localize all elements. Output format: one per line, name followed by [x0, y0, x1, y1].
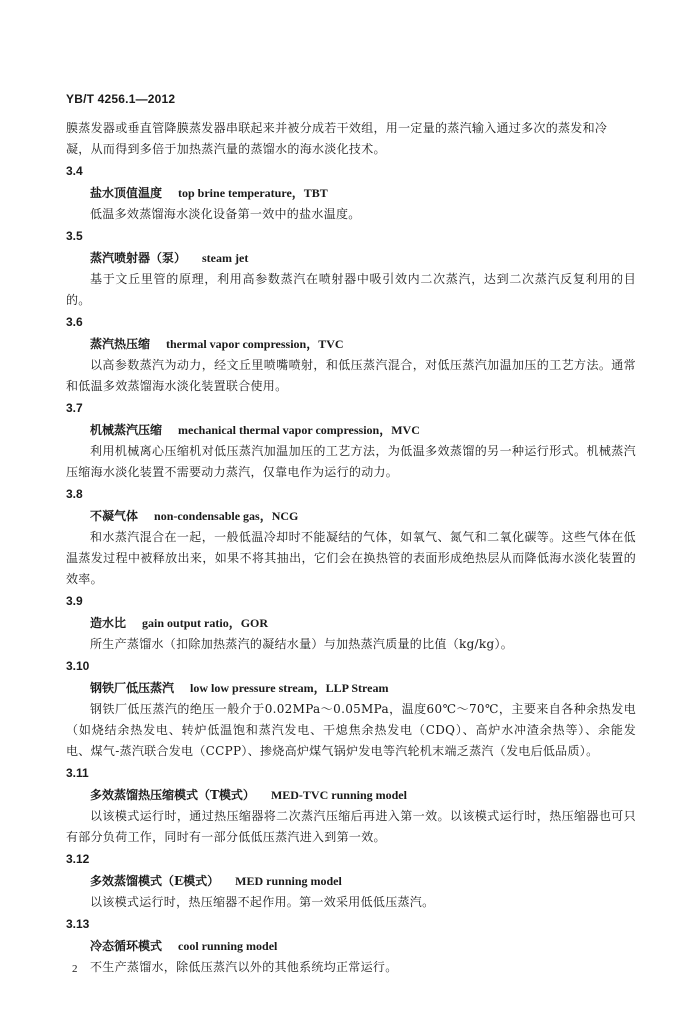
term-cn: 不凝气体 [90, 509, 139, 523]
term-en: low low pressure stream，LLP Stream [190, 681, 389, 695]
term-en: cool running model [178, 939, 278, 953]
section-number: 3.13 [66, 917, 90, 931]
section-3-4 [66, 160, 636, 225]
page-number: 2 [72, 963, 78, 975]
term-heading [66, 182, 636, 204]
section-number: 3.9 [66, 594, 83, 608]
term-definition: 利用机械离心压缩机对低压蒸汽加温加压的工艺方法，为低温多效蒸馏的另一种运行形式。机械蒸汽压缩海水淡化装置不需要动力蒸汽，仅靠电作为运行的动力。 [66, 444, 636, 479]
term-en: top brine temperature，TBT [178, 186, 328, 200]
intro-line-2: 凝，从而得到多倍于加热蒸汽量的蒸馏水的海水淡化技术。 [66, 142, 386, 156]
term-en: steam jet [202, 251, 249, 265]
term-en: MED running model [235, 874, 342, 888]
section-number: 3.7 [66, 401, 83, 415]
section-number: 3.10 [66, 659, 90, 673]
section-3-10 [66, 655, 636, 762]
term-en: thermal vapor compression，TVC [166, 337, 344, 351]
section-3-5 [66, 225, 636, 311]
term-definition: 以高参数蒸汽为动力，经文丘里喷嘴喷射，和低压蒸汽混合，对低压蒸汽加温加压的工艺方法。通常和低温多效蒸馏海水淡化装置联合使用。 [66, 358, 636, 393]
term-heading [66, 333, 636, 355]
term-definition: 钢铁厂低压蒸汽的绝压一般介于0.02MPa～0.05MPa，温度60℃～70℃，主要来自各种余热发电（如烧结余热发电、转炉低温饱和蒸汽发电、干熄焦余热发电（CDQ）、高炉水冲渣余热等）、余能发电、煤气-蒸汽联合发电（CCPP）、掺烧高炉煤气锅炉发电等汽轮机末端乏蒸汽（发电后低品质）。 [66, 702, 636, 758]
intro-line-1: 膜蒸发器或垂直管降膜蒸发器串联起来并被分成若干效组，用一定量的蒸汽输入通过多次的蒸发和冷 [66, 121, 608, 135]
standard-code-header: YB/T 4256.1—2012 [66, 92, 176, 106]
term-heading [66, 419, 636, 441]
term-heading [66, 870, 636, 892]
section-3-11 [66, 762, 636, 848]
term-definition: 以该模式运行时，热压缩器不起作用。第一效采用低低压蒸汽。 [90, 895, 435, 909]
section-3-9 [66, 590, 636, 655]
term-heading [66, 935, 636, 957]
term-heading [66, 247, 636, 269]
term-definition: 所生产蒸馏水（扣除加热蒸汽的凝结水量）与加热蒸汽质量的比值（kg/kg）。 [90, 637, 514, 651]
term-cn: 钢铁厂低压蒸汽 [90, 681, 175, 695]
term-heading [66, 784, 636, 806]
section-3-8 [66, 483, 636, 590]
term-cn: 盐水顶值温度 [90, 186, 163, 200]
term-en: MED-TVC running model [270, 788, 407, 802]
term-cn: 蒸汽热压缩 [90, 337, 151, 351]
section-number: 3.8 [66, 487, 83, 501]
section-3-12 [66, 848, 636, 913]
term-definition: 低温多效蒸馏海水淡化设备第一效中的盐水温度。 [90, 207, 361, 221]
section-3-7 [66, 397, 636, 483]
term-en: gain output ratio，GOR [142, 616, 269, 630]
intro-paragraph [66, 118, 636, 160]
term-definition: 不生产蒸馏水，除低压蒸汽以外的其他系统均正常运行。 [90, 960, 398, 974]
section-number: 3.6 [66, 315, 83, 329]
section-number: 3.12 [66, 852, 90, 866]
section-number: 3.5 [66, 229, 83, 243]
term-cn: 多效蒸馏热压缩模式（T模式） [90, 788, 255, 802]
section-3-6 [66, 311, 636, 397]
term-cn: 机械蒸汽压缩 [90, 423, 163, 437]
term-en: non-condensable gas，NCG [154, 509, 299, 523]
term-cn: 蒸汽喷射器（泵） [90, 251, 187, 265]
section-3-13 [66, 913, 636, 978]
term-en: mechanical thermal vapor compression，MVC [178, 423, 420, 437]
term-definition: 和水蒸汽混合在一起，一般低温冷却时不能凝结的气体，如氧气、氮气和二氧化碳等。这些气体在低温蒸发过程中被释放出来，如果不将其抽出，它们会在换热管的表面形成绝热层从而降低海水淡化装置的效率。 [66, 530, 636, 586]
term-heading [66, 612, 636, 634]
term-definition: 以该模式运行时，通过热压缩器将二次蒸汽压缩后再进入第一效。以该模式运行时，热压缩器也可只有部分负荷工作，同时有一部分低低压蒸汽进入到第一效。 [66, 809, 636, 844]
term-cn: 造水比 [90, 616, 127, 630]
section-number: 3.11 [66, 766, 89, 780]
section-number: 3.4 [66, 164, 83, 178]
term-cn: 冷态循环模式 [90, 939, 163, 953]
term-cn: 多效蒸馏模式（E模式） [90, 874, 220, 888]
term-definition: 基于文丘里管的原理，利用高参数蒸汽在喷射器中吸引效内二次蒸汽，达到二次蒸汽反复利用的目的。 [66, 272, 636, 307]
document-body [66, 118, 636, 978]
term-heading [66, 505, 636, 527]
term-heading [66, 677, 636, 699]
